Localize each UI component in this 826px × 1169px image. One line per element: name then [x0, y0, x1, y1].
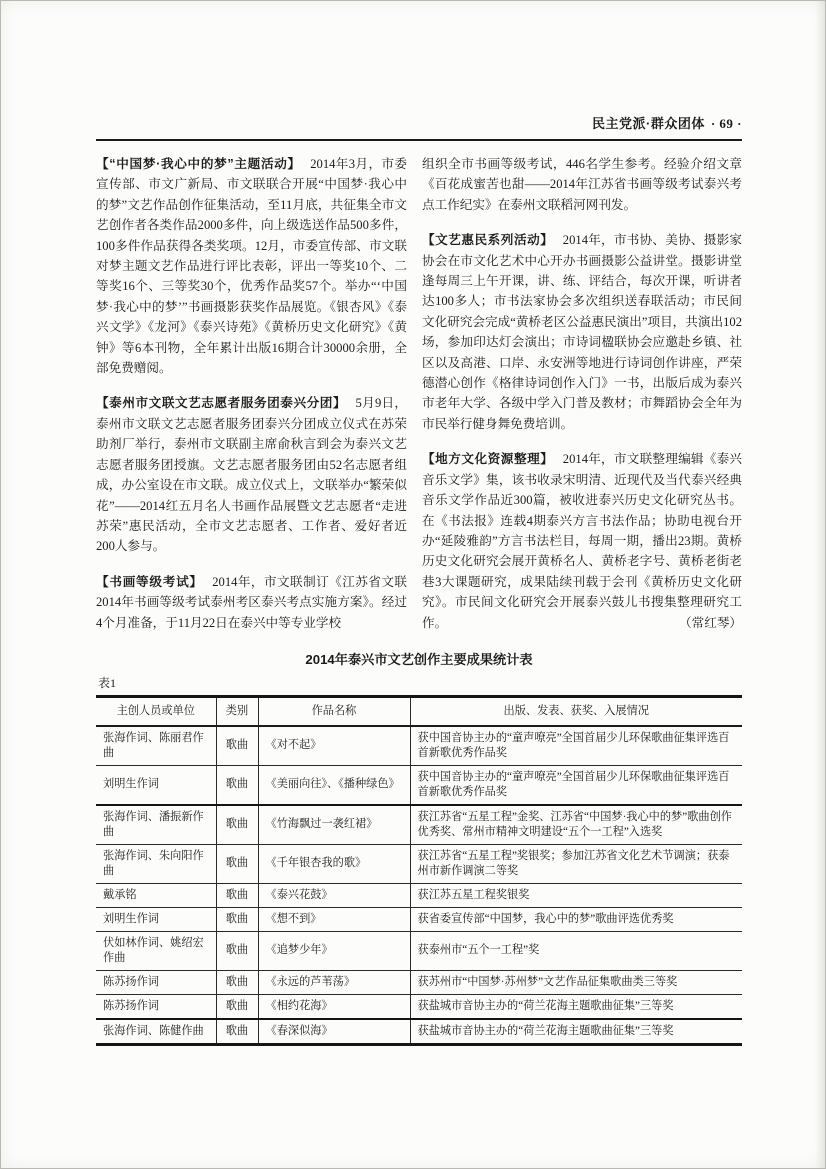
- table-row: [96, 907, 742, 931]
- table-row: [96, 970, 742, 994]
- table-cell-result: 获泰州市“五个一工程”奖: [410, 931, 742, 970]
- table-cell-work: 《追梦少年》: [258, 931, 410, 970]
- left-column: [96, 154, 407, 633]
- table-cell-work: 《永远的芦苇荡》: [258, 970, 410, 994]
- article-paragraph: [96, 393, 407, 556]
- table-cell-result: 获省委宣传部“中国梦，我心中的梦”歌曲评选优秀奖: [410, 907, 742, 931]
- table-cell-category: 歌曲: [216, 883, 258, 907]
- table-cell-result: 获中国音协主办的“童声嘹亮”全国首届少儿环保歌曲征集评选百首新歌优秀作品奖: [410, 726, 742, 766]
- table-cell-creator: 戴承铭: [96, 883, 216, 907]
- table-cell-work: 《相约花海》: [258, 994, 410, 1019]
- article-paragraph: [422, 230, 742, 434]
- table-cell-creator: 陈苏扬作词: [96, 970, 216, 994]
- table-cell-result: 获江苏五星工程奖银奖: [410, 883, 742, 907]
- table-row: [96, 994, 742, 1019]
- table-header-creator: 主创人员或单位: [96, 696, 216, 726]
- table-cell-result: 获江苏省“五星工程”金奖、江苏省“中国梦·我心中的梦”歌曲创作优秀奖、常州市精神文明建设“五个一工程”入选奖: [410, 805, 742, 845]
- table-cell-category: 歌曲: [216, 970, 258, 994]
- table-cell-category: 歌曲: [216, 994, 258, 1019]
- table-header-row: [96, 696, 742, 726]
- table-cell-category: 歌曲: [216, 931, 258, 970]
- entry-text: 组织全市书画等级考试，446名学生参考。经验介绍文章《百花成蜜苦也甜——2014年江苏省书画等级考试泰兴考点工作纪实》在泰州文联稻河网刊发。: [422, 157, 742, 212]
- running-head: [96, 113, 742, 132]
- article-paragraph: [422, 449, 742, 633]
- entry-title: 【文艺惠民系列活动】: [422, 233, 554, 248]
- table-cell-category: 歌曲: [216, 844, 258, 883]
- article-paragraph-continuation: [422, 154, 742, 215]
- table-cell-category: 歌曲: [216, 726, 258, 766]
- entry-text: 2014年3月，市委宣传部、市文广新局、市文联联合开展“中国梦·我心中的梦”文艺作品创作征集活动，至11月底，共征集全市文艺创作者各类作品2000多件，向上级选送作品500多件，100多件作品获得各类奖项。12月，市委宣传部、市文联对梦主题文艺作品进行评比表彰，评出一等奖10个、二等奖16个、三等奖30个，优秀作品奖57个。举办“‘中国梦·我心中的梦’”书画摄影获奖作品展览。《银杏风》《泰兴文学》《龙河》《泰兴诗苑》《黄桥历史文化研究》《黄钟》等6本刊物，全年累计出版16期合计30000余册，全部免费赠阅。: [96, 157, 408, 376]
- table-cell-creator: 张海作词、陈丽君作曲: [96, 726, 216, 766]
- table-cell-result: 获苏州市“中国梦·苏州梦”文艺作品征集歌曲类三等奖: [410, 970, 742, 994]
- table-row: [96, 765, 742, 805]
- table-row: [96, 844, 742, 883]
- table-cell-creator: 刘明生作词: [96, 765, 216, 805]
- table-label: 表1: [98, 675, 117, 690]
- article-paragraph: [96, 572, 407, 633]
- article-paragraph: [96, 154, 407, 378]
- table-cell-work: 《美丽向往》、《播种绿色》: [258, 765, 410, 805]
- table-cell-result: 获中国音协主办的“童声嘹亮”全国首届少儿环保歌曲征集评选百首新歌优秀作品奖: [410, 765, 742, 805]
- table-cell-result: 获盐城市音协主办的“荷兰花海主题歌曲征集”三等奖: [417, 1024, 674, 1037]
- table-header-category: 类别: [216, 696, 258, 726]
- page-number: · 69 ·: [710, 116, 742, 131]
- table-cell-category: 歌曲: [216, 805, 258, 845]
- entry-text: 2014年，市文联整理编辑《泰兴音乐文学》集，该书收录宋明清、近现代及当代泰兴经典音乐文学作品近300篇，被收进泰兴历史文化研究丛书。在《书法报》连载4期泰兴方言书法作品；协助电视台开办“延陵雅韵”方言书法栏目，每周一期，播出23期。黄桥历史文化研究会展开黄桥名人、黄桥老字号、黄桥老街老巷3大课题研究，成果陆续刊载于会刊《黄桥历史文化研究》。市民间文化研究会开展泰兴鼓儿书搜集整理研究工作。: [422, 452, 743, 630]
- table-row: [96, 726, 742, 766]
- two-column-body: [96, 154, 742, 633]
- table-cell-result: 获江苏省“五星工程”奖银奖；参加江苏省文化艺术节调演；获泰州市新作调演二等奖: [410, 844, 742, 883]
- entry-title: 【泰州市文联文艺志愿者服务团泰兴分团】: [96, 396, 347, 411]
- table-cell-creator: 刘明生作词: [96, 907, 216, 931]
- author-signature: （常红琴）: [679, 615, 742, 630]
- table-cell-result: 获盐城市音协主办的“荷兰花海主题歌曲征集”三等奖: [410, 994, 742, 1019]
- table-row: [96, 1019, 742, 1045]
- table-section: [96, 649, 742, 1046]
- entry-text: 5月9日，泰州市文联文艺志愿者服务团泰兴分团成立仪式在苏荣助剂厂举行，泰州市文联副主席俞秋言到会为泰兴文艺志愿者服务团授旗。文艺志愿者服务团由52名志愿者组成，办公室设在市文联。成立仪式上，文联举办“繁荣似花”——2014红五月名人书画作品展暨文艺志愿者“走进苏荣”惠民活动，全市文艺志愿者、工作者、爱好者近200人参与。: [96, 396, 408, 554]
- table-header-result: 出版、发表、获奖、入展情况: [410, 696, 742, 726]
- table-header-work: 作品名称: [258, 696, 410, 726]
- entry-text: 2014年，市书协、美协、摄影家协会在市文化艺术中心开办书画摄影公益讲堂。摄影讲堂逢每周三上午开课，讲、练、评结合，每次开课，听讲者达100多人；市书法家协会多次组织送春联活动；市民间文化研究会完成“黄桥老区公益惠民演出”项目，共演出102场，参加印达灯会演出；市诗词楹联协会应邀赴乡镇、社区以及高港、口岸、永安洲等地进行诗词创作讲座，严荣德潜心创作《格律诗词创作入门》一书，出版后成为泰兴市老年大学、各级中学入门普及教材；市舞蹈协会全年为市民举行健身舞免费培训。: [422, 233, 743, 431]
- table-cell-category: 歌曲: [216, 907, 258, 931]
- table-row: [96, 883, 742, 907]
- table-cell-creator: 陈苏扬作词: [96, 994, 216, 1019]
- table-cell-creator: 张海作词、陈健作曲: [96, 1019, 216, 1045]
- table-cell-category: 歌曲: [216, 1019, 258, 1045]
- table-cell-creator: 张海作词、潘振新作曲: [96, 805, 216, 845]
- table-row: [96, 805, 742, 845]
- section-title: 民主党派·群众团体: [591, 116, 705, 131]
- table-cell-work: 《泰兴花鼓》: [258, 883, 410, 907]
- entry-title: 【“中国梦·我心中的梦”主题活动】: [96, 157, 301, 171]
- table-cell-work: 《竹海飘过一袭红裙》: [258, 805, 410, 845]
- table-cell-work: 《千年银杏我的歌》: [258, 844, 410, 883]
- table-title: 2014年泰兴市文艺创作主要成果统计表: [305, 651, 533, 667]
- table-cell-creator: 伏如林作词、姚绍宏作曲: [96, 931, 216, 970]
- header-rule: [96, 139, 742, 141]
- table-cell-work: 《春深似海》: [258, 1019, 410, 1045]
- table-cell-category: 歌曲: [216, 765, 258, 805]
- table-cell-creator: 张海作词、朱向阳作曲: [96, 844, 216, 883]
- entry-title: 【地方文化资源整理】: [422, 452, 554, 467]
- table-cell-work: 《对不起》: [258, 726, 410, 766]
- page-content: [96, 113, 742, 1046]
- results-table: [96, 695, 742, 1046]
- entry-text: 2014年，市文联制订《江苏省文联2014年书画等级考试泰州考区泰兴考点实施方案》。经过4个月准备，于11月22日在泰兴中等专业学校: [96, 574, 408, 630]
- table-cell-work: 《想不到》: [258, 907, 410, 931]
- right-column: [422, 154, 742, 633]
- table-row: [96, 931, 742, 970]
- entry-title: 【书画等级考试】: [96, 574, 203, 589]
